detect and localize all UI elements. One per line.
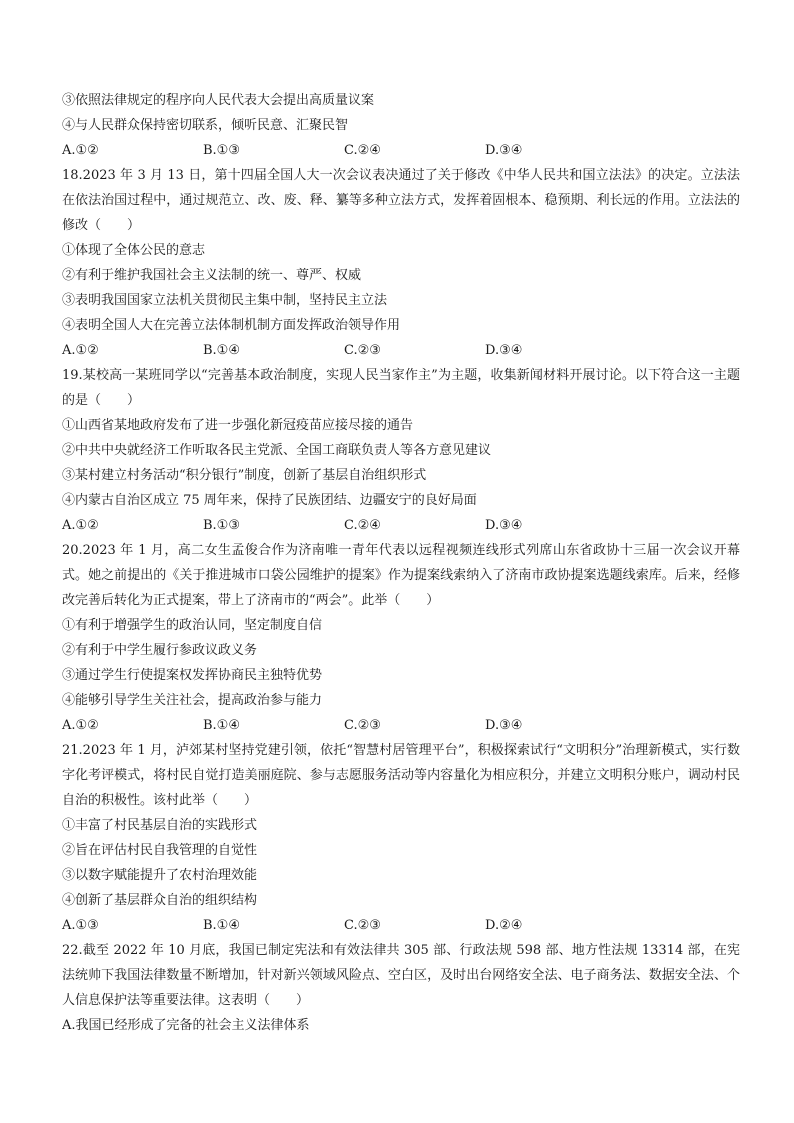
choice-item: ④创新了基层群众自治的组织结构	[62, 893, 258, 908]
choice-item: ③依照法律规定的程序向人民代表大会提出高质量议案	[62, 93, 375, 108]
choice-item: ②旨在评估村民自我管理的自觉性	[62, 843, 258, 858]
choice-item: ①山西省某地政府发布了进一步强化新冠疫苗应接尽接的通告	[62, 418, 414, 433]
option-d: D.③④	[485, 518, 523, 533]
choice-item: ③表明我国国家立法机关贯彻民主集中制，坚持民主立法	[62, 293, 388, 308]
answer-options	[62, 338, 740, 363]
question-stem: 21.2023 年 1 月，泸郊某村坚持党建引领，依托“智慧村居管理平台”，积极探索试行“文明积分”治理新模式，实行数字化考评模式，将村民自觉打造美丽庭院、参与志愿服务活动等内容量化为相应积分，并建立文明积分账户，调动村民自治的积极性。该村此举（ ）	[62, 743, 740, 808]
choice-item: ④内蒙古自治区成立 75 周年来，保持了民族团结、边疆安宁的良好局面	[62, 493, 477, 508]
option-c: C.②③	[344, 343, 381, 358]
choice-item: ③通过学生行使提案权发挥协商民主独特优势	[62, 668, 323, 683]
choice-item: ④表明全国人大在完善立法体制机制方面发挥政治领导作用	[62, 318, 401, 333]
choice-item: ④与人民群众保持密切联系，倾听民意、汇聚民智	[62, 118, 349, 133]
option-c: C.②④	[344, 518, 381, 533]
option-a: A.①②	[62, 343, 99, 358]
question-stem: 20.2023 年 1 月，高二女生孟俊合作为济南唯一青年代表以远程视频连线形式列席山东省政协十三届一次会议开幕式。她之前提出的《关于推进城市口袋公园维护的提案》作为提案线索纳入了济南市政协提案选题线索库。后来，经修改完善后转化为正式提案，带上了济南市的“两会”。此举（ ）	[62, 543, 740, 608]
option-c: C.②③	[344, 718, 381, 733]
option-b: B.①④	[203, 718, 240, 733]
option-d: D.②④	[485, 918, 523, 933]
option-d: D.③④	[485, 718, 523, 733]
question-stem: 19.某校高一某班同学以“完善基本政治制度，实现人民当家作主”为主题，收集新闻材料开展讨论。以下符合这一主题的是（ ）	[62, 368, 740, 408]
choice-item: ②中共中央就经济工作听取各民主党派、全国工商联负责人等各方意见建议	[62, 443, 492, 458]
option-b: B.①③	[203, 518, 240, 533]
answer-options	[62, 713, 740, 738]
choice-item: ③某村建立村务活动“积分银行”制度，创新了基层自治组织形式	[62, 468, 427, 483]
option-a: A.①②	[62, 143, 99, 158]
option-d: D.③④	[485, 343, 523, 358]
choice-item: ②有利于维护我国社会主义法制的统一、尊严、权威	[62, 268, 362, 283]
choice-item: A.我国已经形成了完备的社会主义法律体系	[62, 1018, 310, 1033]
option-c: C.②③	[344, 918, 381, 933]
choice-item: ①有利于增强学生的政治认同，坚定制度自信	[62, 618, 323, 633]
answer-options	[62, 513, 740, 538]
option-a: A.①②	[62, 718, 99, 733]
option-a: A.①③	[62, 918, 99, 933]
option-c: C.②④	[344, 143, 381, 158]
choice-item: ③以数字赋能提升了农村治理效能	[62, 868, 258, 883]
option-d: D.③④	[485, 143, 523, 158]
choice-item: ①丰富了村民基层自治的实践形式	[62, 818, 258, 833]
choice-item: ②有利于中学生履行参政议政义务	[62, 643, 258, 658]
question-stem: 22.截至 2022 年 10 月底，我国已制定宪法和有效法律共 305 部、行政法规 598 部、地方性法规 13314 部，在宪法统帅下我国法律数量不断增加，针对新兴领域风险点、空白区，及时出台网络安全法、电子商务法、数据安全法、个人信息保护法等重要法律。这表明（ ）	[62, 943, 740, 1008]
option-b: B.①④	[203, 343, 240, 358]
question-22	[62, 938, 740, 1038]
question-19	[62, 363, 740, 538]
answer-options	[62, 913, 740, 938]
question-stem: 18.2023 年 3 月 13 日，第十四届全国人大一次会议表决通过了关于修改《中华人民共和国立法法》的决定。立法法在依法治国过程中，通过规范立、改、废、释、纂等多种立法方式，发挥着固根本、稳预期、利长远的作用。立法法的修改（ ）	[62, 168, 740, 233]
question-21	[62, 738, 740, 938]
option-a: A.①②	[62, 518, 99, 533]
exam-page	[62, 88, 740, 1038]
option-b: B.①④	[203, 918, 240, 933]
question-20	[62, 538, 740, 738]
choice-item: ④能够引导学生关注社会，提高政治参与能力	[62, 693, 323, 708]
choice-item: ①体现了全体公民的意志	[62, 243, 206, 258]
answer-options	[62, 138, 740, 163]
question-18	[62, 163, 740, 363]
previous-question-tail	[62, 88, 740, 163]
option-b: B.①③	[203, 143, 240, 158]
